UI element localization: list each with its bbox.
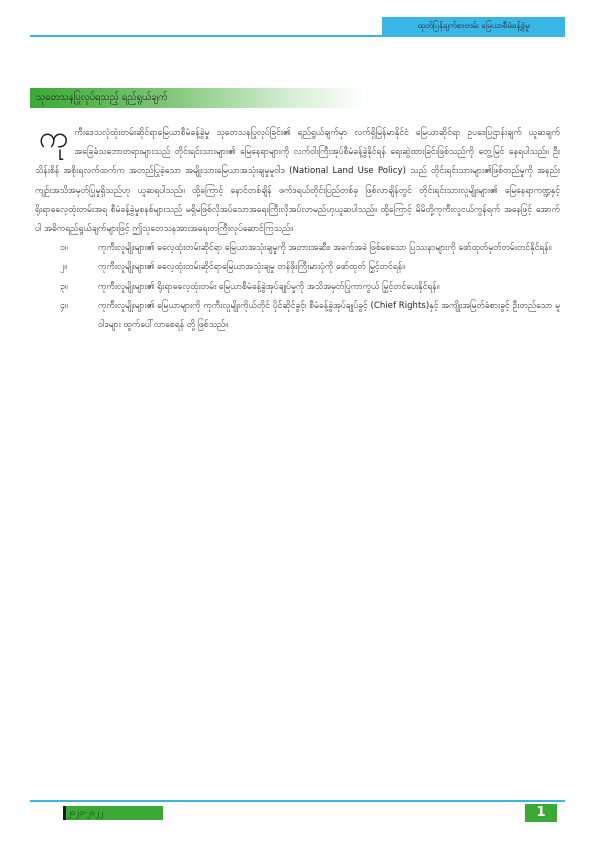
body-content [35, 120, 560, 335]
header-divider [30, 35, 565, 37]
footer-date: ၂၀၂၁-၂၀၂၂ [67, 808, 104, 817]
running-header [382, 17, 565, 35]
footer-date-tab [63, 806, 163, 820]
list-item [35, 258, 560, 277]
list-item-text: ကုကီးလူမျိုးများ၏ ဓလေ့ထုံးတမ်းဆိုင်ရာ မြေယာအသုံးချမှုကို အတားအဆီး၊ အခက်အခဲ ဖြစ်စေသော ပြဿနာများကို ဖော်ထုတ်မှတ်တမ်းတင်နိုင်ရန်။ [98, 243, 552, 254]
section-heading-text: သုတေသနပြုလုပ်ရသည့် ရည်ရွယ်ချက် [36, 92, 168, 103]
footer-divider [30, 800, 565, 802]
drop-cap: ကု [39, 120, 69, 155]
list-item [35, 278, 560, 297]
paragraph-text: ကီးဒေသလုံထုံးတမ်းဆိုင်ရာမြေယာစီမံခန့်ခွဲမှု သုတေသနပြုလုပ်ခြင်း၏ ရည်ရွယ်ချက်မှာ လက်ရှိမြန်မာနိုင်ငံ မြေယာဆိုင်ရာ ဥပဒေပြဌာန်းချက် ယူဆချက် အခြေခံသဘောတရားများသည် တိုင်းရင်းသားများ၏ မြေနေရာများကို လက်ဝါးကြီးအုပ်စီမံခန့်ခွဲနိုင်ရန် ရေးဆွဲထားခြင်းဖြစ်သည်ကို တွေ့မြင် နေရပါသည်။ ဦးသိန်းစိန် အစိုးရလက်ထက်က အတည်ပြုခဲ့သော အမျိုးသားမြေယာအသုံးချမှုမူဝါဒ (National Land Use Policy) သည် တိုင်းရင်းသားများ၏ဖြစ်တည်မှုကို အနည်းကျဉ်းအသိအမှတ်ပြုမှုရှိသည်ဟု ယူဆရပါသည်။ ထို့ကြောင့် နောင်တစ်ချိန် ဖက်ဒရယ်တိုင်းပြည်တစ်ခု ဖြစ်လာချိန်တွင် တိုင်းရင်းသားလူမျိုးများ၏ မြေနေရာကဏ္ဍနှင့် ရိုးရာဓလေ့ထုံးတမ်းအရ စီမံခန့်ခွဲမှုစနစ်များသည် မရှိမဖြစ်လိုအပ်သောအရေးကြီးလိုအပ်လာမည်ဟုယူဆပါသည်။ ထို့ကြောင့် မိမိတို့ကုကီးလူငယ်ကွန်ရက် အနေဖြင့် အောက်ပါ အဓိကရည်ရွယ်ချက်များဖြင့် ဤသုတေသနအားအရေးတကြီးလုပ်ဆောင်ကြသည်။ [35, 128, 560, 235]
section-heading [30, 88, 365, 108]
intro-paragraph [35, 120, 560, 239]
list-item-number: ၄။ [60, 300, 68, 311]
running-header-title: ထုတ်ပြန်ချက်စာတမ်း မြေယာစီမံခန့်ခွဲမှု [417, 21, 530, 30]
list-item-number: ၃။ [60, 281, 68, 292]
list-item [35, 239, 560, 258]
footer-tick-mark [63, 806, 66, 820]
list-item [35, 297, 560, 335]
list-item-text: ကုကီးလူမျိုးများ၏ ရိုးရာဓလေ့ထုံးတမ်း မြေယာစီမံခန့်ခွဲအုပ်ချုပ်မှုကို အသိအမှတ်ပြုကာကွယ် မြှင့်တင်ပေးနိုင်ရန်။ [98, 281, 440, 292]
page-number-text: 1 [536, 805, 546, 820]
list-item-number: ၁။ [60, 243, 68, 254]
page-number [525, 804, 557, 822]
list-item-number: ၂။ [60, 262, 67, 273]
list-item-text: ကုကီးလူမျိုးများ၏ ဓလေ့ထုံးတမ်းဆိုင်ရာမြေယာအသုံးချမှု တန်ဖိုးကြီးမားပုံကို ဖော်ထုတ် မြှင့်တင်ရန်။ [98, 262, 405, 273]
list-item-text: ကုကီးလူမျိုးများ၏ မြေယာများကို ကုကီးလူမျိုးကိုယ်တိုင် ပိုင်ဆိုင်ခွင့်၊ စီမံခန့်ခွဲအုပ်ချုပ်ခွင့် (Chief Rights)နှင့် အကျိုးအမြတ်ခံစားခွင့် ဦးတည်သော မူဝါဒများ ထွက်ပေါ်လာစေရန် တို့ဖြစ်သည်။ [98, 300, 560, 331]
objectives-list [35, 239, 560, 335]
